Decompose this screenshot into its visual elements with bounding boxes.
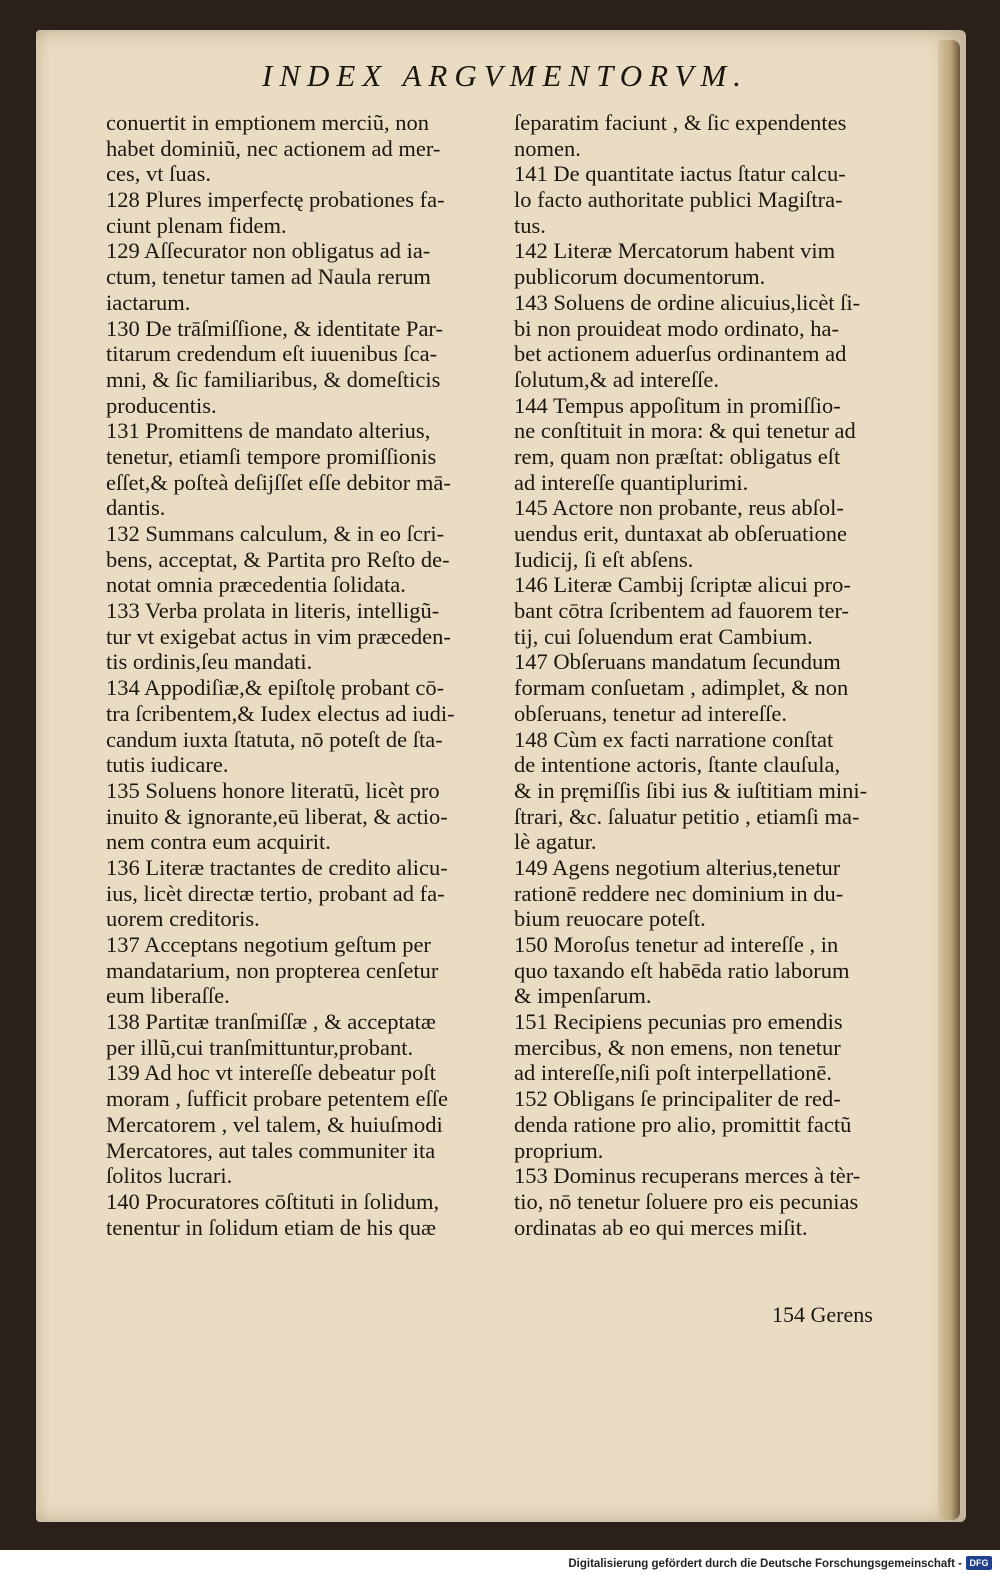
- text-line: ces, vt ſuas.: [106, 161, 211, 187]
- text-line: quo taxando eſt habēda ratio laborum: [514, 957, 850, 983]
- text-line: tis ordinis,ſeu mandati.: [106, 649, 313, 675]
- right-text-column: [514, 110, 902, 1240]
- text-line: tutis iudicare.: [106, 752, 229, 778]
- text-line: 129 Aſſecurator non obligatus ad ia-: [106, 238, 431, 264]
- left-text-column: [106, 110, 484, 1240]
- text-line: rem, quam non præſtat: obligatus eſt: [514, 443, 841, 469]
- text-line: proprium.: [514, 1137, 604, 1163]
- text-line: lo facto authoritate publici Magiſtra-: [514, 187, 843, 213]
- text-line: iactarum.: [106, 289, 191, 315]
- text-line: mandatarium, non propterea cenſetur: [106, 957, 439, 983]
- text-line: Mercatorem , vel talem, & huiuſmodi: [106, 1111, 443, 1137]
- text-line: eſſet,& poſteà deſijſſet eſſe debitor mā-: [106, 469, 451, 495]
- text-line: 128 Plures imperfectę probationes fa-: [106, 187, 445, 213]
- text-line: tus.: [514, 212, 546, 238]
- text-line: 131 Promittens de mandato alterius,: [106, 418, 431, 444]
- funding-notice: Digitalisierung gefördert durch die Deutsche Forschungsgemeinschaft -: [568, 1558, 962, 1570]
- text-line: nomen.: [514, 135, 581, 161]
- text-line: tra ſcribentem,& Iudex electus ad iudi-: [106, 700, 455, 726]
- text-line: 150 Moroſus tenetur ad intereſſe , in: [514, 932, 839, 957]
- text-line: ſolutum,& ad intereſſe.: [514, 366, 719, 392]
- text-line: & impenſarum.: [514, 983, 652, 1009]
- footer-bar: [0, 1550, 1000, 1574]
- text-line: ſolitos lucrari.: [106, 1163, 233, 1189]
- text-line: bens, acceptat, & Partita pro Reſto de-: [106, 546, 450, 572]
- text-line: bet actionem aduerſus ordinantem ad: [514, 341, 847, 367]
- text-line: rationē reddere nec dominium in du-: [514, 880, 844, 906]
- text-line: habet dominiũ, nec actionem ad mer-: [106, 135, 441, 161]
- text-line: candum iuxta ſtatuta, nō poteſt de ſta-: [106, 726, 443, 752]
- text-line: 140 Procuratores cōſtituti in ſolidum,: [106, 1188, 440, 1214]
- text-line: ius, licèt directæ tertio, probant ad fa-: [106, 880, 445, 906]
- text-line: nem contra eum acquirit.: [106, 829, 331, 855]
- dfg-logo: DFG: [966, 1556, 992, 1570]
- text-line: 133 Verba prolata in literis, intelligũ-: [106, 598, 440, 624]
- text-line: lè agatur.: [514, 829, 597, 855]
- text-line: bant cōtra ſcribentem ad fauorem ter-: [514, 598, 850, 624]
- text-line: 139 Ad hoc vt intereſſe debeatur poſt: [106, 1060, 436, 1086]
- text-line: Iudicij, ſi eſt abſens.: [514, 546, 694, 572]
- text-line: dantis.: [106, 495, 166, 521]
- text-line: & in pręmiſſis ſibi ius & iuſtitiam mini-: [514, 777, 868, 803]
- page-edge: [938, 40, 960, 1520]
- text-line: notat omnia præcedentia ſolidata.: [106, 572, 406, 598]
- text-line: 148 Cùm ex facti narratione conſtat: [514, 726, 834, 752]
- text-line: 143 Soluens de ordine alicuius,licèt ſi-: [514, 289, 861, 315]
- text-line: 145 Actore non probante, reus abſol-: [514, 495, 844, 521]
- text-line: eum liberaſſe.: [106, 983, 230, 1009]
- text-line: 138 Partitæ tranſmiſſæ , & acceptatæ: [106, 1009, 436, 1035]
- text-line: inuito & ignorante,eū liberat, & actio-: [106, 803, 448, 829]
- text-line: ad intereſſe,niſi poſt interpellationē.: [514, 1060, 833, 1086]
- text-line: ctum, tenetur tamen ad Naula rerum: [106, 264, 431, 290]
- catchword: 154 Gerens: [772, 1302, 873, 1327]
- text-line: 152 Obligans ſe principaliter de red-: [514, 1086, 841, 1112]
- text-line: bi non prouideat modo ordinato, ha-: [514, 315, 839, 341]
- text-line: mercibus, & non emens, non tenetur: [514, 1034, 841, 1060]
- text-line: de intentione actoris, ſtante clauſula,: [514, 752, 841, 778]
- text-line: ordinatas ab eo qui merces miſit.: [514, 1214, 808, 1240]
- text-line: 136 Literæ tractantes de credito alicu-: [106, 854, 448, 880]
- text-line: 141 De quantitate iactus ſtatur calcu-: [514, 161, 846, 187]
- text-line: ſtrari, &c. ſaluatur petitio , etiamſi ma-: [514, 803, 860, 829]
- text-line: tenetur, etiamſi tempore promiſſionis: [106, 443, 437, 469]
- running-title: INDEX ARGVMENTORVM.: [262, 58, 749, 93]
- text-line: ciunt plenam fidem.: [106, 212, 287, 238]
- text-line: mni, & ſic familiaribus, & domeſticis: [106, 366, 441, 392]
- text-line: ad intereſſe quantiplurimi.: [514, 469, 749, 495]
- text-line: 151 Recipiens pecunias pro emendis: [514, 1009, 843, 1035]
- text-line: formam conſuetam , adimplet, & non: [514, 675, 849, 701]
- text-line: 135 Soluens honore literatū, licèt pro: [106, 777, 440, 803]
- text-line: 144 Tempus appoſitum in promiſſio-: [514, 392, 841, 418]
- text-line: moram , ſufficit probare petentem eſſe: [106, 1086, 448, 1112]
- text-line: ne conſtituit in mora: & qui tenetur ad: [514, 418, 856, 444]
- text-line: tenentur in ſolidum etiam de his quæ: [106, 1214, 436, 1240]
- text-line: obſeruans, tenetur ad intereſſe.: [514, 700, 788, 726]
- text-line: publicorum documentorum.: [514, 264, 766, 290]
- text-line: conuertit in emptionem merciũ, non: [106, 110, 430, 135]
- text-line: 130 De trāſmiſſione, & identitate Par-: [106, 315, 443, 341]
- text-line: 134 Appodiſiæ,& epiſtolę probant cō-: [106, 675, 445, 701]
- text-line: titarum credendum eſt iuuenibus ſca-: [106, 341, 438, 367]
- text-line: 137 Acceptans negotium geſtum per: [106, 932, 431, 957]
- text-line: ſeparatim faciunt , & ſic expendentes: [514, 110, 847, 135]
- text-line: uorem creditoris.: [106, 906, 260, 932]
- text-line: producentis.: [106, 392, 217, 418]
- text-line: tio, nō tenetur ſoluere pro eis pecunias: [514, 1188, 859, 1214]
- text-line: bium reuocare poteſt.: [514, 906, 706, 932]
- text-line: denda ratione pro alio, promittit factũ: [514, 1111, 852, 1137]
- text-line: 132 Summans calculum, & in eo ſcri-: [106, 521, 445, 546]
- text-line: 146 Literæ Cambij ſcriptæ alicui pro-: [514, 572, 851, 598]
- text-line: tij, cui ſoluendum erat Cambium.: [514, 623, 813, 649]
- text-line: tur vt exigebat actus in vim præceden-: [106, 623, 451, 649]
- text-line: per illũ,cui tranſmittuntur,probant.: [106, 1034, 414, 1060]
- text-line: 153 Dominus recuperans merces à tèr-: [514, 1163, 861, 1189]
- text-line: 147 Obſeruans mandatum ſecundum: [514, 649, 841, 675]
- text-line: uendus erit, duntaxat ab obſeruatione: [514, 521, 848, 546]
- text-line: 149 Agens negotium alterius,tenetur: [514, 854, 841, 880]
- text-line: Mercatores, aut tales communiter ita: [106, 1137, 436, 1163]
- text-line: 142 Literæ Mercatorum habent vim: [514, 238, 836, 264]
